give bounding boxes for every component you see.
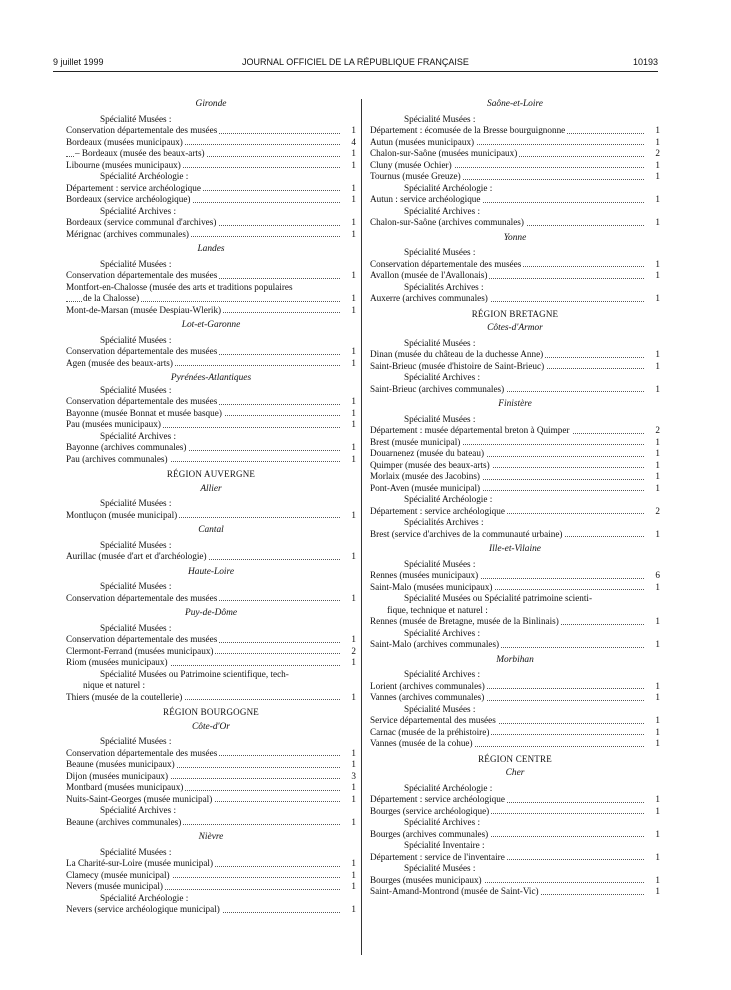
column-divider xyxy=(361,99,362,955)
entry-line xyxy=(66,881,356,893)
department-heading: Cher xyxy=(505,768,525,778)
entry-line xyxy=(370,852,660,864)
department-heading: Yonne xyxy=(503,232,527,243)
entry-name: Bayonne (archives communales) xyxy=(66,442,187,452)
entry-line xyxy=(370,570,660,582)
specialty-label: Spécialité Musées : xyxy=(100,846,172,857)
entry-name: Montfort-en-Chalosse (musée des arts et traditions populaires xyxy=(66,281,293,292)
entry-line xyxy=(66,282,356,294)
post-count: 1 xyxy=(655,459,660,470)
entry-name: Autun : service archéologique xyxy=(370,194,481,204)
region-heading: RÉGION CENTRE xyxy=(478,753,552,764)
entry-line xyxy=(66,646,356,658)
entry-name: Mérignac (archives communales) xyxy=(66,228,189,239)
post-count: 1 xyxy=(351,816,356,827)
post-count: 1 xyxy=(655,258,660,269)
entry-line xyxy=(66,305,356,317)
post-count: 1 xyxy=(655,805,660,816)
specialty-label: Spécialité Archives : xyxy=(404,372,481,382)
entry-line xyxy=(66,183,356,195)
entry-name: La Charité-sur-Loire (musée municipal) xyxy=(66,858,214,868)
entry-name: Tournus (musée Greuze) xyxy=(370,171,461,181)
post-count: 1 xyxy=(655,217,660,227)
entry-name: Pau (archives communales) xyxy=(66,453,168,464)
specialty-label: Spécialité Musées : xyxy=(100,539,172,550)
post-count: 1 xyxy=(655,349,660,359)
post-count: 1 xyxy=(351,551,356,561)
specialty-label: Spécialité Inventaire : xyxy=(404,840,485,850)
specialty-label: Spécialités Archives : xyxy=(404,517,484,527)
entry-line xyxy=(370,738,660,750)
specialty-label: Spécialité Archives : xyxy=(100,430,177,441)
department-heading: Allier xyxy=(200,483,222,494)
post-count: 1 xyxy=(655,159,660,170)
department-heading: Landes xyxy=(197,244,225,254)
post-count: 1 xyxy=(655,293,660,303)
entry-line xyxy=(66,270,356,282)
entry-line xyxy=(66,358,356,370)
entry-line xyxy=(66,137,356,149)
entry-line xyxy=(66,229,356,241)
entry-line xyxy=(370,886,660,898)
post-count: 6 xyxy=(655,570,660,580)
post-count: 1 xyxy=(351,194,356,204)
specialty-label: Spécialité Musées : xyxy=(404,413,476,424)
entry-name: Saint-Brieuc (archives communales) xyxy=(370,383,505,394)
specialty-label: Spécialité Musées ou Patrimoine scientifique, tech- xyxy=(100,668,289,679)
post-count: 1 xyxy=(655,436,660,447)
post-count: 1 xyxy=(351,182,356,193)
specialty-label: Spécialité Musées ou Spécialité patrimoine scienti- xyxy=(404,593,593,603)
post-count: 1 xyxy=(351,759,356,769)
entry-line xyxy=(370,171,660,183)
entry-name: Saint-Brieuc (musée d'histoire de Saint-Brieuc) xyxy=(370,360,545,371)
entry-name: Vannes (musée de la cohue) xyxy=(370,738,473,748)
entry-line xyxy=(66,148,356,160)
post-count: 1 xyxy=(351,148,356,158)
specialty-label: Spécialité Archives : xyxy=(100,805,177,815)
entry-line xyxy=(66,442,356,454)
entry-line xyxy=(370,829,660,841)
specialty-label: Spécialité Musées : xyxy=(100,622,172,633)
specialty-label: Spécialité Archives : xyxy=(404,817,481,827)
entry-line xyxy=(66,748,356,760)
post-count: 2 xyxy=(351,645,356,656)
post-count: 1 xyxy=(655,692,660,702)
post-count: 1 xyxy=(655,680,660,691)
entry-name: Pont-Aven (musée municipal) xyxy=(370,482,481,493)
entry-name: Service départemental des musées xyxy=(370,715,496,725)
entry-name: Département : musée départemental breton à Quimper xyxy=(370,425,570,435)
post-count: 2 xyxy=(655,425,660,435)
entry-line xyxy=(370,875,660,887)
entry-line xyxy=(370,483,660,495)
region-heading: RÉGION BOURGOGNE xyxy=(163,707,259,717)
entry-line xyxy=(370,437,660,449)
entry-line xyxy=(370,506,660,518)
entry-line xyxy=(66,125,356,137)
specialty-label: Spécialité Musées : xyxy=(100,258,172,269)
entry-line xyxy=(370,639,660,651)
entry-line xyxy=(66,870,356,882)
entry-line xyxy=(370,349,660,361)
entry-line xyxy=(370,471,660,483)
post-count: 1 xyxy=(655,828,660,839)
entry-line xyxy=(370,727,660,739)
post-count: 1 xyxy=(655,616,660,626)
post-count: 1 xyxy=(351,125,356,135)
entry-line xyxy=(66,692,356,704)
entry-line xyxy=(66,160,356,172)
department-heading: Puy-de-Dôme xyxy=(184,608,238,618)
entry-line xyxy=(66,771,356,783)
entry-line xyxy=(66,904,356,916)
post-count: 1 xyxy=(655,738,660,748)
entry-name: Nevers (musée municipal) xyxy=(66,881,163,891)
post-count: 1 xyxy=(655,136,660,147)
post-count: 3 xyxy=(351,770,356,781)
entry-name: Chalon-sur-Saône (archives communales) xyxy=(370,217,524,227)
entry-name: Bordeaux (musées municipaux) xyxy=(66,136,183,147)
entry-name: Brest (musée municipal) xyxy=(370,436,461,447)
entry-name: Bordeaux (service archéologique) xyxy=(66,194,191,204)
post-count: 1 xyxy=(655,471,660,481)
entry-line xyxy=(66,759,356,771)
post-count: 1 xyxy=(351,592,356,603)
entry-line xyxy=(370,194,660,206)
entry-line xyxy=(66,593,356,605)
left-column xyxy=(66,97,356,916)
post-count: 2 xyxy=(655,505,660,516)
specialty-label: Spécialité Archives : xyxy=(100,205,177,216)
entry-name: Dinan (musée du château de la duchesse Anne) xyxy=(370,349,544,359)
post-count: 1 xyxy=(351,657,356,667)
post-count: 1 xyxy=(351,453,356,464)
entry-name: Département : service de l'inventaire xyxy=(370,851,505,862)
entry-line xyxy=(66,293,356,305)
entry-name: Mont-de-Marsan (musée Despiau-Wlerik) xyxy=(66,304,222,315)
entry-name: Conservation départementale des musées xyxy=(66,747,218,758)
entry-name: – Bordeaux (musée des beaux-arts) xyxy=(75,148,205,158)
specialty-label: Spécialité Musées : xyxy=(404,863,476,873)
entry-name: Nevers (service archéologique municipal) xyxy=(66,904,220,914)
entry-name: Beaune (musées municipaux) xyxy=(66,759,175,769)
entry-name: Département : service archéologique xyxy=(370,505,505,516)
specialty-label: nique et naturel : xyxy=(83,680,145,690)
entry-line xyxy=(66,217,356,229)
page-header xyxy=(53,57,658,69)
entry-name: Clamecy (musée municipal) xyxy=(66,869,170,880)
entry-name: Libourne (musées municipaux) xyxy=(66,159,181,170)
entry-name: Saint-Malo (archives communales) xyxy=(370,639,500,649)
entry-name: Conservation départementale des musées xyxy=(66,396,218,406)
department-heading: Haute-Loire xyxy=(187,566,234,577)
entry-name: Riom (musées municipaux) xyxy=(66,657,168,667)
entry-line xyxy=(370,529,660,541)
entry-line xyxy=(370,160,660,172)
post-count: 1 xyxy=(351,217,356,227)
entry-line xyxy=(370,137,660,149)
post-count: 2 xyxy=(655,148,660,158)
post-count: 1 xyxy=(351,357,356,368)
entry-line xyxy=(66,346,356,358)
entry-name: Cluny (musée Ochier) xyxy=(370,159,452,170)
department-heading: Cantal xyxy=(198,525,224,535)
specialty-label: Spécialité Archéologie : xyxy=(404,494,493,504)
post-count: 4 xyxy=(351,136,356,147)
entry-line xyxy=(370,582,660,594)
entry-name: Beaune (archives communales) xyxy=(66,816,182,827)
post-count: 1 xyxy=(351,293,356,303)
entry-name: Conservation départementale des musées xyxy=(370,258,522,269)
post-count: 1 xyxy=(655,125,660,135)
specialty-label: Spécialité Archéologie : xyxy=(100,171,189,181)
entry-line xyxy=(370,448,660,460)
entry-name: Bourges (musées municipaux) xyxy=(370,874,482,885)
entry-name: Bourges (archives communales) xyxy=(370,828,489,839)
post-count: 1 xyxy=(351,747,356,758)
post-count: 1 xyxy=(351,782,356,792)
post-count: 1 xyxy=(351,419,356,429)
entry-name: Quimper (musée des beaux-arts) xyxy=(370,459,490,470)
entry-name: Autun (musées municipaux) xyxy=(370,136,475,147)
entry-name: Bordeaux (service communal d'archives) xyxy=(66,217,217,227)
specialty-label: fique, technique et naturel : xyxy=(387,604,488,615)
entry-name: Conservation départementale des musées xyxy=(66,634,218,644)
entry-line xyxy=(66,194,356,206)
entry-name: Agen (musée des beaux-arts) xyxy=(66,357,173,368)
page-number: 10193 xyxy=(632,57,658,67)
post-count: 1 xyxy=(655,874,660,885)
entry-name: Bourges (service archéologique) xyxy=(370,805,490,816)
entry-line xyxy=(370,217,660,229)
entry-name: Lorient (archives communales) xyxy=(370,680,485,691)
department-heading: Pyrénées-Atlantiques xyxy=(170,373,252,383)
specialty-label: Spécialité Archives : xyxy=(404,669,481,679)
entry-line xyxy=(66,551,356,563)
entry-line xyxy=(370,715,660,727)
entry-line xyxy=(66,396,356,408)
entry-name: Département : écomusée de la Bresse bourguignonne xyxy=(370,125,566,135)
post-count: 1 xyxy=(655,448,660,458)
department-heading: Nièvre xyxy=(198,832,224,842)
entry-name: Dijon (musées municipaux) xyxy=(66,770,169,781)
post-count: 1 xyxy=(351,159,356,170)
entry-name: Carnac (musée de la préhistoire) xyxy=(370,726,490,737)
post-count: 1 xyxy=(655,194,660,204)
specialty-label: Spécialité Musées : xyxy=(100,334,172,345)
entry-line xyxy=(370,384,660,396)
post-count: 1 xyxy=(351,691,356,702)
specialty-label: Spécialité Musées : xyxy=(100,736,172,746)
entry-line xyxy=(66,408,356,420)
post-count: 1 xyxy=(655,851,660,862)
entry-line xyxy=(370,293,660,305)
entry-name: Montluçon (musée municipal) xyxy=(66,509,178,520)
entry-name: Bayonne (musée Bonnat et musée basque) xyxy=(66,407,222,418)
entry-name: Aurillac (musée d'art et d'archéologie) xyxy=(66,551,207,561)
entry-line xyxy=(370,794,660,806)
entry-line xyxy=(370,125,660,137)
entry-name: Pau (musées municipaux) xyxy=(66,419,161,429)
specialty-label: Spécialité Musées : xyxy=(404,247,476,257)
specialty-label: Spécialité Musées : xyxy=(404,337,476,348)
entry-name: Saint-Malo (musées municipaux) xyxy=(370,581,493,592)
specialty-label: Spécialité Musées : xyxy=(100,384,172,395)
entry-line xyxy=(370,806,660,818)
department-heading: Côtes-d'Armor xyxy=(487,323,543,333)
specialty-label: Spécialité Musées : xyxy=(404,558,476,569)
entry-name: Département : service archéologique xyxy=(66,182,201,193)
post-count: 1 xyxy=(351,869,356,880)
right-column xyxy=(370,97,660,898)
entry-name: Nuits-Saint-Georges (musée municipal) xyxy=(66,793,213,804)
post-count: 1 xyxy=(351,304,356,315)
entry-line xyxy=(66,657,356,669)
post-count: 1 xyxy=(351,634,356,644)
entry-name: Département : service archéologique xyxy=(370,794,505,804)
post-count: 1 xyxy=(351,270,356,280)
entry-name: Conservation départementale des musées xyxy=(66,592,218,603)
department-heading: Ille-et-Vilaine xyxy=(489,544,541,554)
post-count: 1 xyxy=(655,360,660,371)
entry-name: Conservation départementale des musées xyxy=(66,270,218,280)
post-count: 1 xyxy=(351,228,356,239)
entry-line xyxy=(370,681,660,693)
entry-line xyxy=(370,616,660,628)
post-count: 1 xyxy=(351,904,356,914)
post-count: 1 xyxy=(351,858,356,868)
header-rule xyxy=(53,71,658,72)
region-heading: RÉGION AUVERGNE xyxy=(166,469,256,479)
entry-name: Clermont-Ferrand (musées municipaux) xyxy=(66,645,214,656)
specialty-label: Spécialité Musées : xyxy=(100,113,172,124)
entry-name: Saint-Amand-Montrond (musée de Saint-Vic) xyxy=(370,886,539,896)
entry-line xyxy=(66,782,356,794)
specialty-label: Spécialité Archives : xyxy=(404,627,481,638)
entry-line xyxy=(66,419,356,431)
post-count: 1 xyxy=(351,442,356,452)
region-heading: RÉGION BRETAGNE xyxy=(471,308,559,319)
entry-line xyxy=(66,794,356,806)
entry-name: Montbard (musées municipaux) xyxy=(66,782,184,792)
specialty-label: Spécialité Musées : xyxy=(100,581,172,591)
entry-name: Avallon (musée de l'Avallonais) xyxy=(370,270,488,280)
post-count: 1 xyxy=(655,171,660,181)
post-count: 1 xyxy=(351,407,356,418)
post-count: 1 xyxy=(655,886,660,896)
post-count: 1 xyxy=(351,346,356,356)
entry-name: Douarnenez (musée du bateau) xyxy=(370,448,485,458)
entry-name: de la Chalosse) xyxy=(83,293,140,303)
issue-date: 9 juillet 1999 xyxy=(53,57,104,67)
post-count: 1 xyxy=(351,881,356,891)
entry-line xyxy=(66,858,356,870)
department-heading: Finistère xyxy=(498,399,532,409)
specialty-label: Spécialité Archives : xyxy=(404,205,481,216)
entry-name: Rennes (musées municipaux) xyxy=(370,570,479,580)
department-heading: Lot-et-Garonne xyxy=(181,320,241,330)
department-heading: Côte-d'Or xyxy=(192,721,230,732)
journal-title: JOURNAL OFFICIEL DE LA RÉPUBLIQUE FRANÇAISE xyxy=(242,57,469,67)
entry-line xyxy=(370,425,660,437)
post-count: 1 xyxy=(655,581,660,592)
entry-name: Conservation départementale des musées xyxy=(66,346,218,356)
entry-line xyxy=(370,148,660,160)
entry-name: Auxerre (archives communales) xyxy=(370,293,488,303)
post-count: 1 xyxy=(351,396,356,406)
post-count: 1 xyxy=(655,794,660,804)
post-count: 1 xyxy=(655,715,660,725)
entry-name: Morlaix (musée des Jacobins) xyxy=(370,471,480,481)
entry-line xyxy=(370,270,660,282)
entry-line xyxy=(370,460,660,472)
department-heading: Saône-et-Loire xyxy=(487,99,543,109)
entry-name: Thiers (musée de la coutellerie) xyxy=(66,691,183,702)
specialty-label: Spécialités Archives : xyxy=(404,281,484,292)
entry-line xyxy=(66,634,356,646)
specialty-label: Spécialité Archéologie : xyxy=(100,892,189,903)
entry-name: Conservation départementale des musées xyxy=(66,125,218,135)
entry-line xyxy=(370,259,660,271)
post-count: 1 xyxy=(351,509,356,520)
department-heading: Morbihan xyxy=(496,654,534,665)
post-count: 1 xyxy=(351,793,356,804)
entry-name: Brest (service d'archives de la communauté urbaine) xyxy=(370,528,563,539)
post-count: 1 xyxy=(655,726,660,737)
department-heading: Gironde xyxy=(195,99,227,109)
specialty-label: Spécialité Musées : xyxy=(404,113,476,124)
entry-line xyxy=(66,510,356,522)
post-count: 1 xyxy=(655,528,660,539)
specialty-label: Spécialité Musées : xyxy=(100,498,172,508)
post-count: 1 xyxy=(655,482,660,493)
entry-name: Rennes (musée de Bretagne, musée de la Binlinais) xyxy=(370,616,559,626)
specialty-label: Spécialité Archéologie : xyxy=(404,182,493,193)
entry-name: Vannes (archives communales) xyxy=(370,692,485,702)
specialty-label: Spécialité Archéologie : xyxy=(404,782,493,793)
specialty-label: Spécialité Musées : xyxy=(404,703,476,714)
entry-line xyxy=(66,817,356,829)
entry-line xyxy=(370,692,660,704)
entry-line xyxy=(66,454,356,466)
post-count: 1 xyxy=(655,270,660,280)
entry-line xyxy=(370,361,660,373)
entry-name: Chalon-sur-Saône (musées municipaux) xyxy=(370,148,518,158)
post-count: 1 xyxy=(655,639,660,649)
post-count: 1 xyxy=(655,383,660,394)
